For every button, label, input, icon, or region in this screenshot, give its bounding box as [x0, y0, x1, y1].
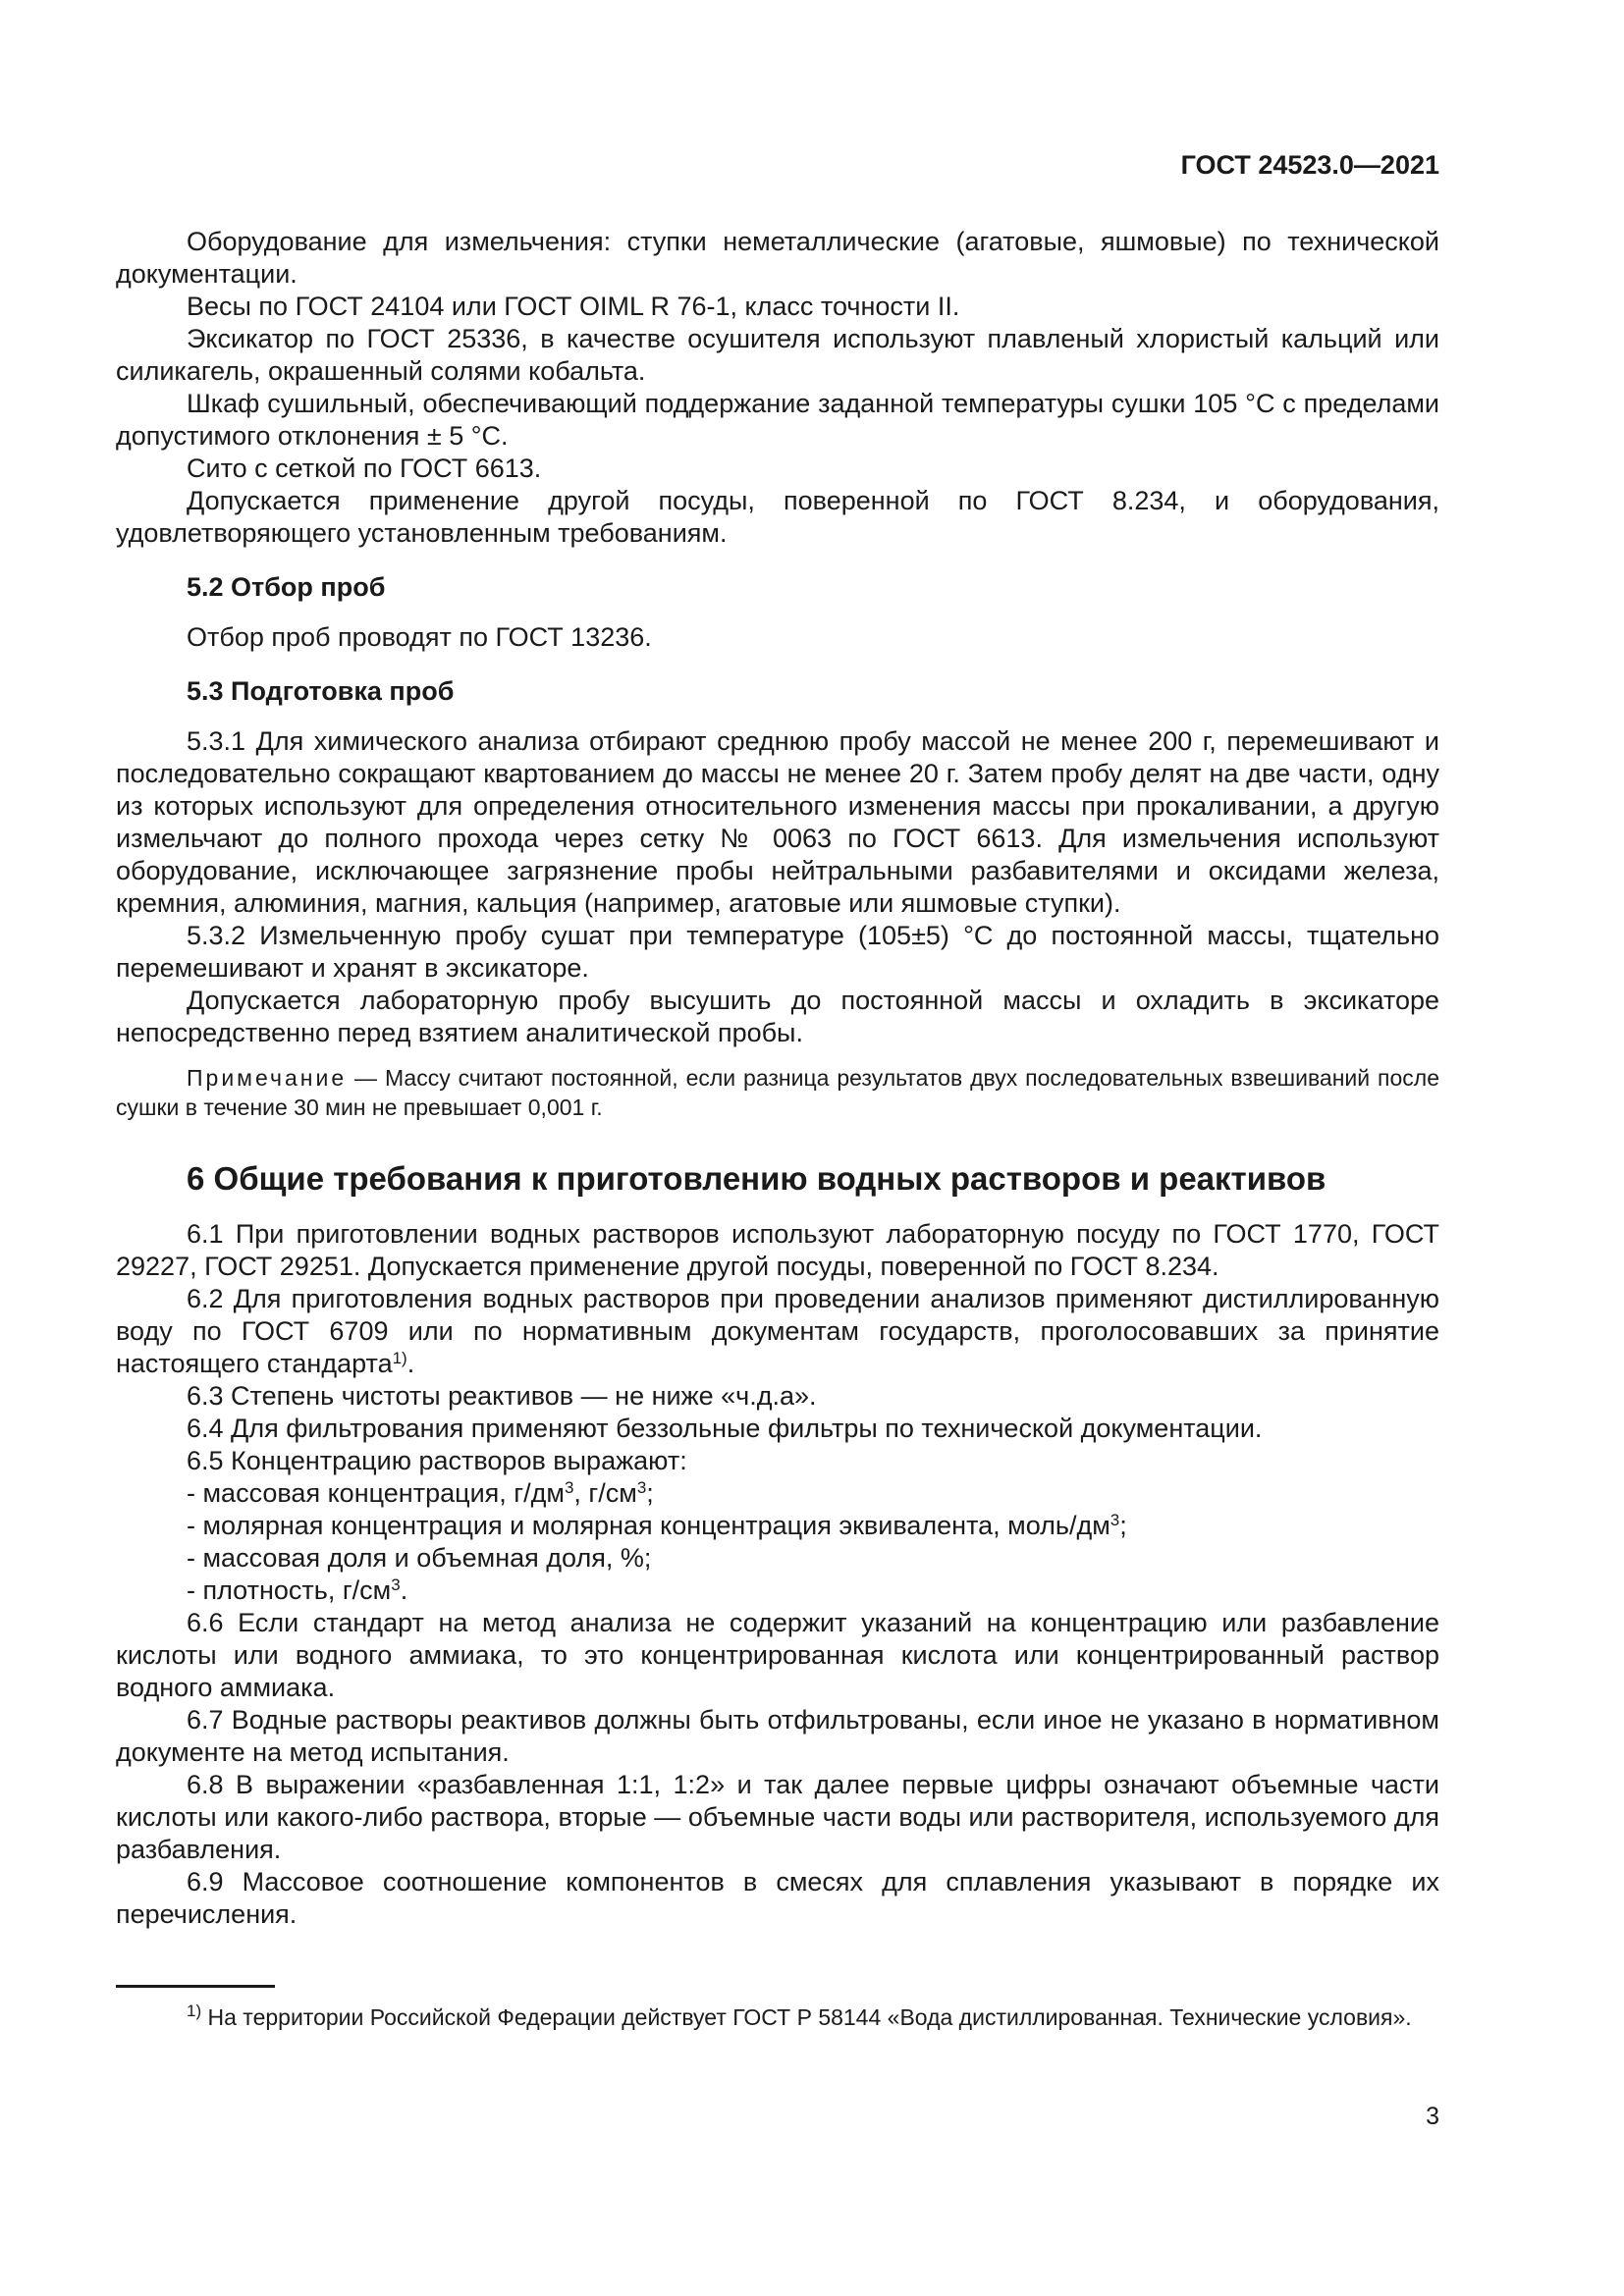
section-heading-5-2: 5.2 Отбор проб — [187, 572, 386, 602]
paragraph-6-2 — [116, 1283, 1439, 1380]
paragraph-scales: Весы по ГОСТ 24104 или ГОСТ OIML R 76-1, класс точности II. — [187, 292, 960, 321]
list-item-text: ; — [646, 1478, 654, 1508]
paragraph-6-1: 6.1 При приготовлении водных растворов используют лабораторную посуду по ГОСТ 1770, ГОСТ 29227, ГОСТ 29251. Допускается применение другой посуды, поверенной по ГОСТ 8.234. — [116, 1219, 1439, 1281]
note-text: — Массу считают постоянной, если разница результатов двух последовательных взвешиваний после сушки в течение 30 мин не превышает 0,001 г. — [116, 1065, 1439, 1120]
list-item-mass-fraction: - массовая доля и объемная доля, %; — [187, 1543, 652, 1573]
page-content — [116, 226, 1439, 1931]
list-item-text: ; — [1119, 1511, 1127, 1540]
footnote-divider — [116, 1985, 275, 1988]
paragraph-5-3-1: 5.3.1 Для химического анализа отбирают среднюю пробу массой не менее 200 г, перемешивают и последовательно сокращают квартованием до массы не менее 20 г. Затем пробу делят на две части, одну из которых используют для определения относительного изменения массы при прокаливании, а другую измельчают до полного прохода через сетку № 0063 по ГОСТ 6613. Для измельчения используют оборудование, исключающее загрязнение пробы нейтральными разбавителями и оксидами железа, кремния, алюминия, магния, кальция (например, агатовые или яшмовые ступки). — [116, 726, 1439, 918]
page-number: 3 — [1426, 2103, 1439, 2130]
superscript: 3 — [1110, 1511, 1120, 1529]
note-paragraph — [116, 1063, 1439, 1122]
superscript: 3 — [636, 1478, 647, 1497]
paragraph-6-5: 6.5 Концентрацию растворов выражают: — [187, 1446, 687, 1475]
paragraph-sieve: Сито с сеткой по ГОСТ 6613. — [187, 454, 542, 483]
list-item-text: - массовая концентрация, г/дм — [187, 1478, 565, 1508]
paragraph-5-2: Отбор проб проводят по ГОСТ 13236. — [187, 622, 652, 652]
paragraph-6-6: 6.6 Если стандарт на метод анализа не содержит указаний на концентрацию или разбавление кислоты или водного аммиака, то это концентрированная кислота или концентрированный раствор водного аммиака. — [116, 1608, 1439, 1702]
footnote — [116, 2002, 1439, 2033]
paragraph-other-equipment: Допускается применение другой посуды, поверенной по ГОСТ 8.234, и оборудования, удовлетворяющего установленным требованиям. — [116, 486, 1439, 548]
paragraph-6-2-text: 6.2 Для приготовления водных растворов при проведении анализов применяют дистиллированную воду по ГОСТ 6709 или по нормативным документам государств, проголосовавших за принятие настоящего стандарта — [116, 1284, 1439, 1378]
section-heading-5-3: 5.3 Подготовка проб — [187, 676, 455, 706]
paragraph-6-4: 6.4 Для фильтрования применяют беззольные фильтры по технической документации. — [187, 1414, 1263, 1443]
list-item-text: , г/см — [573, 1478, 637, 1508]
paragraph-6-3: 6.3 Степень чистоты реактивов — не ниже «ч.д.а». — [187, 1381, 817, 1411]
superscript: 3 — [564, 1478, 574, 1497]
footnote-ref: 1) — [392, 1349, 407, 1367]
section-heading-6: 6 Общие требования к приготовлению водных растворов и реактивов — [187, 1160, 1326, 1197]
paragraph-desiccator: Эксикатор по ГОСТ 25336, в качестве осушителя используют плавленый хлористый кальций или силикагель, окрашенный солями кобальта. — [116, 324, 1439, 386]
paragraph-equipment-grinding: Оборудование для измельчения: ступки неметаллические (агатовые, яшмовые) по технической документации. — [116, 227, 1439, 289]
paragraph-6-8: 6.8 В выражении «разбавленная 1:1, 1:2» и так далее первые цифры означают объемные части кислоты или какого-либо раствора, вторые — объемные части воды или растворителя, используемого для разбавления. — [116, 1770, 1439, 1864]
paragraph-6-9: 6.9 Массовое соотношение компонентов в смесях для сплавления указывают в порядке их перечисления. — [116, 1867, 1439, 1929]
list-item-density — [116, 1575, 1439, 1607]
list-item-molar-concentration — [116, 1510, 1439, 1542]
paragraph-6-7: 6.7 Водные растворы реактивов должны быть отфильтрованы, если иное не указано в нормативном документе на метод испытания. — [116, 1705, 1439, 1767]
list-item-mass-concentration — [116, 1477, 1439, 1510]
list-item-text: - плотность, г/см — [187, 1575, 392, 1605]
note-label: Примечание — [187, 1065, 348, 1091]
footnote-text: На территории Российской Федерации действует ГОСТ Р 58144 «Вода дистиллированная. Технические условия». — [201, 2004, 1412, 2030]
superscript: 3 — [391, 1575, 401, 1594]
paragraph-5-3-extra: Допускается лабораторную пробу высушить до постоянной массы и охладить в эксикаторе непосредственно перед взятием аналитической пробы. — [116, 986, 1439, 1047]
list-item-text: . — [400, 1575, 408, 1605]
paragraph-5-3-2: 5.3.2 Измельченную пробу сушат при температуре (105±5) °С до постоянной массы, тщательно перемешивают и хранят в эксикаторе. — [116, 921, 1439, 983]
paragraph-drying-oven: Шкаф сушильный, обеспечивающий поддержание заданной температуры сушки 105 °С с пределами допустимого отклонения ± 5 °С. — [116, 389, 1439, 451]
paragraph-6-2-end: . — [406, 1349, 415, 1378]
footnote-mark: 1) — [187, 2002, 202, 2020]
list-item-text: - молярная концентрация и молярная концентрация эквивалента, моль/дм — [187, 1511, 1110, 1540]
document-id-header: ГОСТ 24523.0—2021 — [1180, 150, 1439, 180]
